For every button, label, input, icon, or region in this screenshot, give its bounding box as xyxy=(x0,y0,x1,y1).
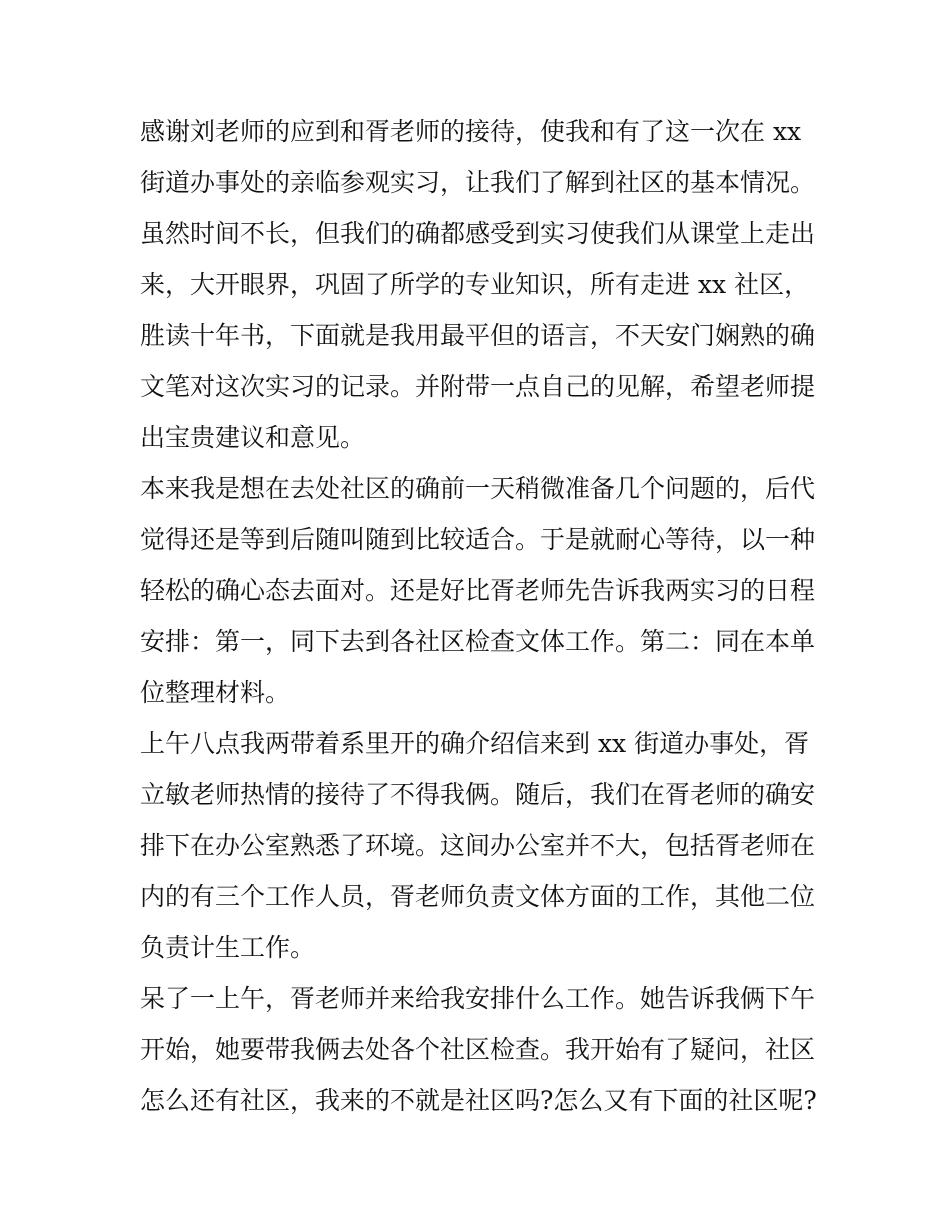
text-line: 开始，她要带我俩去处各个社区检查。我开始有了疑问，社区 xyxy=(140,1035,816,1064)
text-line: 街道办事处的亲临参观实习，让我们了解到社区的基本情况。 xyxy=(140,168,816,197)
text-line: 本来我是想在去处社区的确前一天稍微准备几个问题的，后代 xyxy=(140,474,816,503)
paragraph-4 xyxy=(140,973,820,1126)
paragraph-2 xyxy=(140,463,820,718)
text-line: 位整理材料。 xyxy=(140,678,291,707)
text-line: 文笔对这次实习的记录。并附带一点自己的见解，希望老师提 xyxy=(140,372,816,401)
text-line: 来，大开眼界，巩固了所学的专业知识，所有走进 xx 社区， xyxy=(140,270,810,299)
document-body xyxy=(140,106,820,1126)
paragraph-3 xyxy=(140,718,820,973)
text-line: 感谢刘老师的应到和胥老师的接待，使我和有了这一次在 xx xyxy=(140,117,802,146)
text-line: 排下在办公室熟悉了环境。这间办公室并不大，包括胥老师在 xyxy=(140,831,816,860)
text-line: 呆了一上午，胥老师并来给我安排什么工作。她告诉我俩下午 xyxy=(140,984,816,1013)
text-line: 觉得还是等到后随叫随到比较适合。于是就耐心等待，以一种 xyxy=(140,525,816,554)
text-line: 负责计生工作。 xyxy=(140,933,316,962)
text-line: 立敏老师热情的接待了不得我俩。随后，我们在胥老师的确安 xyxy=(140,780,816,809)
paragraph-1 xyxy=(140,106,820,463)
text-line: 怎么还有社区，我来的不就是社区吗?怎么又有下面的社区呢? xyxy=(140,1086,817,1115)
text-line: 轻松的确心态去面对。还是好比胥老师先告诉我两实习的日程 xyxy=(140,576,816,605)
text-line: 安排：第一，同下去到各社区检查文体工作。第二：同在本单 xyxy=(140,627,816,656)
text-line: 胜读十年书，下面就是我用最平但的语言，不天安门娴熟的确 xyxy=(140,321,816,350)
text-line: 出宝贵建议和意见。 xyxy=(140,423,366,452)
text-line: 内的有三个工作人员，胥老师负责文体方面的工作，其他二位 xyxy=(140,882,816,911)
text-line: 虽然时间不长，但我们的确都感受到实习使我们从课堂上走出 xyxy=(140,219,816,248)
text-line: 上午八点我两带着系里开的确介绍信来到 xx 街道办事处，胥 xyxy=(140,729,810,758)
